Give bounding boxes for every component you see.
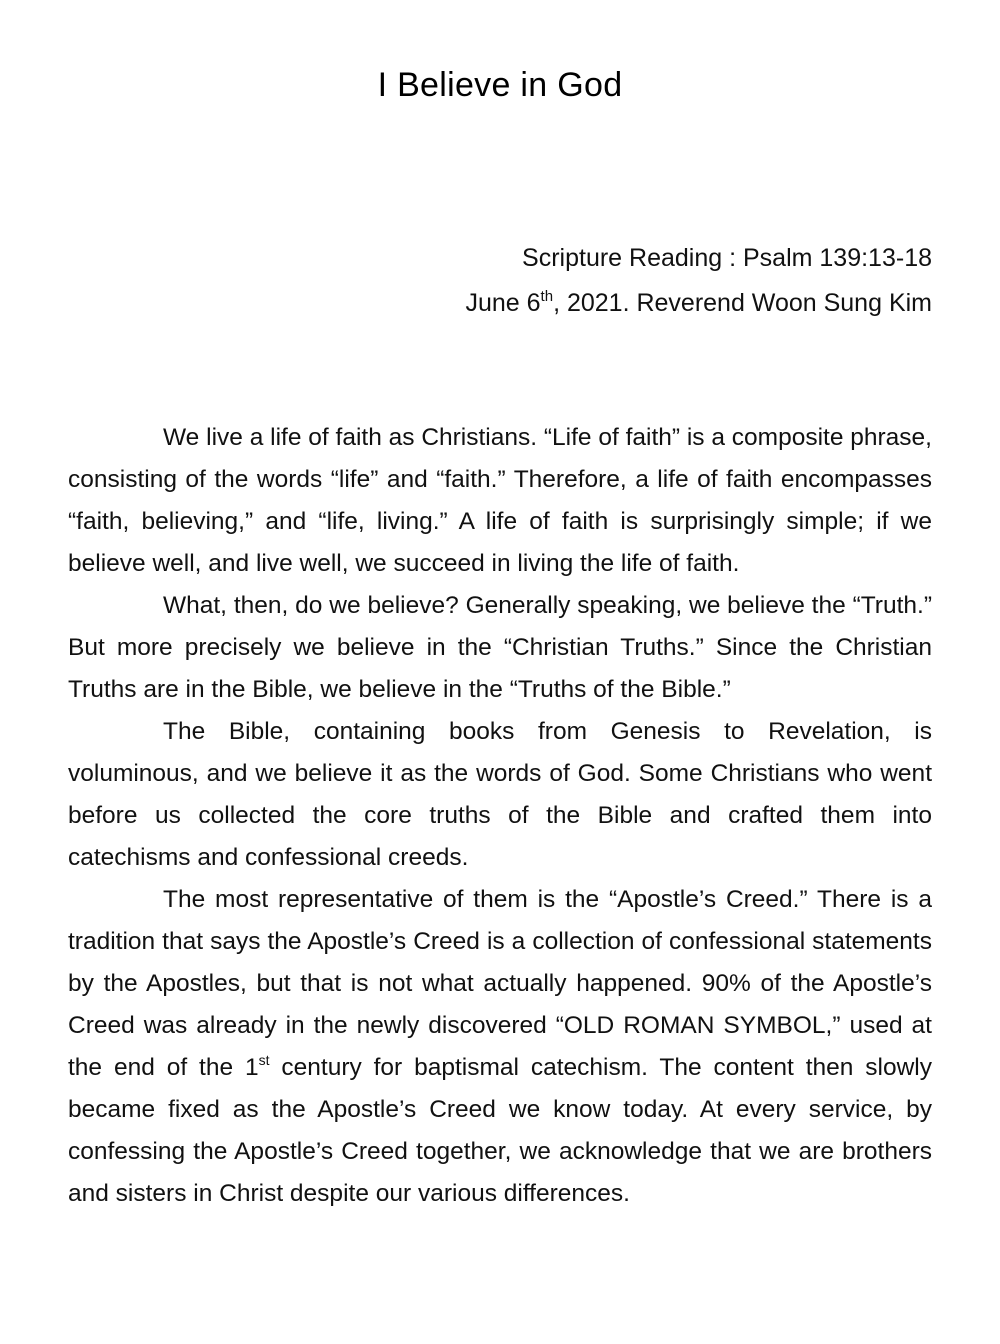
sermon-date-line	[232, 281, 932, 326]
date-ordinal-suffix: th	[540, 288, 554, 305]
sermon-meta	[232, 236, 932, 326]
sermon-title: I Believe in God	[377, 66, 623, 104]
century-ordinal-suffix: st	[258, 1052, 270, 1068]
paragraph-4	[68, 879, 932, 1215]
paragraph-4-part-1: The most representative of them is the “Apostle’s Creed.” There is a tradition that says the Apostle’s Creed is a collection of confessional statements by the Apostles, but that is not what actually happened. 90% of the Apostle’s Creed was already in the newly discovered “OLD ROMAN SYMBOL,” used at the end of the 1	[68, 886, 932, 1081]
paragraph-3: The Bible, containing books from Genesis to Revelation, is voluminous, and we believe it as the words of God. Some Christians who went before us collected the core truths of the Bible and crafted them into catechisms and confessional creeds.	[68, 718, 932, 871]
scripture-reading: Scripture Reading : Psalm 139:13-18	[522, 244, 932, 272]
paragraph-1: We live a life of faith as Christians. “Life of faith” is a composite phrase, consisting of the words “life” and “faith.” Therefore, a life of faith encompasses “faith, believing,” and “life, living.” A life of faith is surprisingly simple; if we believe well, and live well, we succeed in living the life of faith.	[68, 424, 932, 577]
date-year-and-preacher: , 2021. Reverend Woon Sung Kim	[553, 289, 932, 317]
date-month-day: June 6	[465, 289, 541, 317]
paragraph-2: What, then, do we believe? Generally speaking, we believe the “Truth.” But more precisely we believe in the “Christian Truths.” Since the Christian Truths are in the Bible, we believe in the “Truths of the Bible.”	[68, 592, 932, 703]
sermon-body	[68, 417, 932, 1215]
paragraph-4-part-2: century for baptismal catechism. The content then slowly became fixed as the Apostle’s Creed we know today. At every service, by confessing the Apostle’s Creed together, we acknowledge that we are brothers and sisters in Christ despite our various differences.	[68, 1054, 933, 1207]
